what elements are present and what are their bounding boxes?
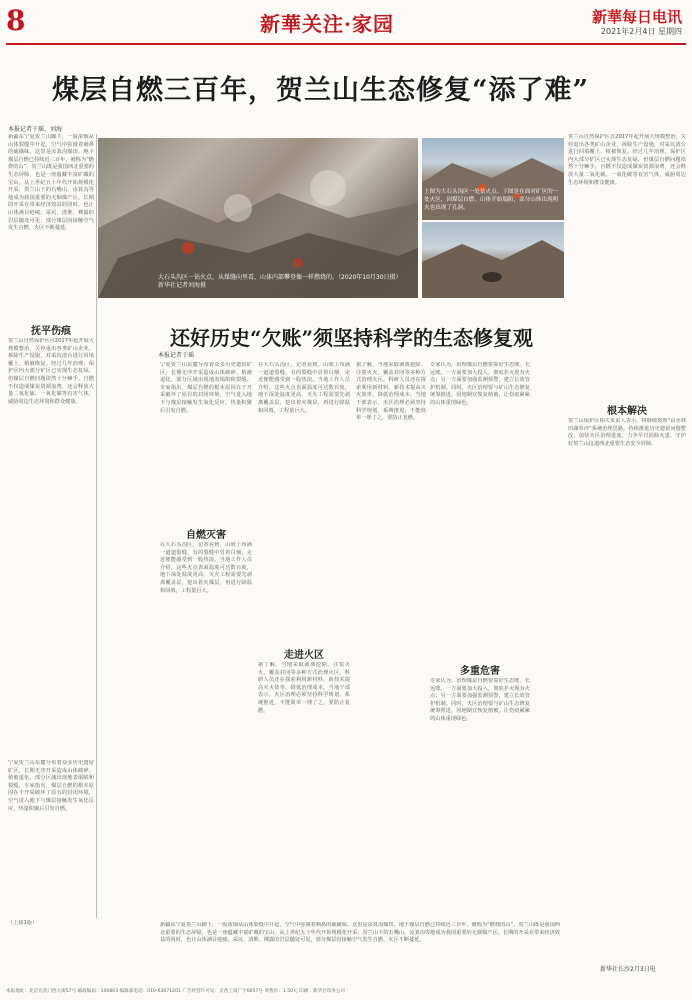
column-3-top: 在大石头沟区，记者看到，山坡上布满一道道裂缝，有的裂缝中冒着白烟，走近便能感受到一股热浪。当地工作人员介绍，这些火点表面温度可达数百度，地下深处温度更高。灭火工程需要先剥离覆盖层，挖出着火煤层，再进行降温和回填，工程量巨大。 bbox=[258, 362, 350, 414]
section-heading-5: 根本解决 bbox=[607, 406, 647, 417]
photo-coal-fire-left bbox=[98, 138, 418, 298]
header-rule bbox=[6, 43, 686, 45]
section-heading-4: 多重危害 bbox=[460, 666, 500, 677]
section-title: 新華关注·家园 bbox=[260, 12, 394, 36]
paper-name: 新華每日电讯 bbox=[591, 8, 682, 26]
byline-2: 本报记者于瑶 bbox=[158, 352, 195, 359]
column-6-body: 贺兰山保护区相关负责人表示，将继续按照“山水林田湖草沙”系统治理思路，持续推进历史遗留问题整改，加快火区治理进度，力争早日消除火患，守护好贺兰山这道西北重要生态安全屏障。 bbox=[568, 418, 686, 447]
page-header bbox=[0, 0, 692, 44]
column-6-top: 贺兰山自然保护区自2017年起开展大规模整治，关停退出各类矿山企业，拆除生产设施，对采坑渣台进行回填覆土、植被恢复。经过几年治理，保护区内大部分矿区已实现生态复绿，但煤层自燃问题依然十分棘手。自燃不仅造成煤炭资源浪费，还会释放大量二氧化硫、一氧化碳等有害气体，威胁周边生态环境和群众健康。 bbox=[568, 134, 686, 186]
section-heading-3: 走进火区 bbox=[284, 650, 324, 661]
photo-fire-area-bottom bbox=[422, 222, 564, 298]
dateline: 新华社长沙2月3日电 bbox=[600, 966, 656, 973]
column-5-body: 专家认为，治理煤层自燃要算好生态账、长远账。一方面要加大投入，彻底扑灭现有火点；另一方面要加强监测预警，建立长效管护机制。同时，火区治理要与矿山生态修复统筹推进，因地制宜恢复植被，让伤痕累累的山体重现绿色。 bbox=[430, 678, 530, 722]
page-number: 8 bbox=[6, 4, 26, 37]
section-heading-2: 自燃灭害 bbox=[186, 530, 226, 541]
issue-date: 2021年2月4日 星期四 bbox=[600, 27, 682, 36]
column-2-top: 宁夏贺兰山东麓分布着众多历史遗留矿区，长期无序开采造成山体破碎、植被退化，部分区域出现地表塌陷和裂缝。专家指出，煤层自燃的根本原因在于开采破坏了原有的封闭环境，空气进入地下与煤层接触发生氧化反应，热量积聚后引发自燃。 bbox=[160, 362, 252, 414]
column-1-bottom: 宁夏贺兰山东麓分布着众多历史遗留矿区，长期无序开采造成山体破碎、植被退化，部分区域出现地表塌陷和裂缝。专家指出，煤层自燃的根本原因在于开采破坏了原有的封闭环境，空气进入地下与煤层接触发生氧化反应，热量积聚后引发自燃。 bbox=[8, 760, 94, 812]
column-3-body: 据了解，当地采取剥离挖除、注浆灭火、覆盖封闭等多种方式治理火区。科研人员还在探索利用新材料、新技术提高灭火效率，降低治理成本。当地干部表示，火区治理必须坚持科学规划、系统推进，不能简单一埋了之，要防止复燃。 bbox=[258, 662, 350, 714]
column-divider bbox=[96, 134, 97, 918]
section-heading-1: 抚平伤痕 bbox=[31, 326, 71, 337]
column-5-top: 专家认为，治理煤层自燃要算好生态账、长远账。一方面要加大投入，彻底扑灭现有火点；另一方面要加强监测预警，建立长效管护机制。同时，火区治理要与矿山生态修复统筹推进，因地制宜恢复植被，让伤痕累累的山体重现绿色。 bbox=[430, 362, 530, 406]
caption-left: 大石头沟区一钻火点，从煤缝向里看，山体内部攀登像一样燃烧的。（2020年10月30日摄） 新华社记者刘海摄 bbox=[158, 274, 402, 289]
column-4: 据了解，当地采取剥离挖除、注浆灭火、覆盖封闭等多种方式治理火区。科研人员还在探索利用新材料、新技术提高灭火效率，降低治理成本。当地干部表示，火区治理必须坚持科学规划、系统推进，不能简单一埋了之，要防止复燃。 bbox=[356, 362, 426, 422]
continued-note: （上接1版） bbox=[8, 920, 38, 926]
headline: 煤层自燃三百年，贺兰山生态修复“添了难” bbox=[52, 75, 590, 106]
caption-right: 上图为大石头沟区一处钻火点。下图是在面对矿区的一处火区，因煤层自燃，山体开始塌陷，部分山体出现明火也出现了孔洞。 bbox=[424, 189, 559, 211]
column-1-top: 新疆东宁夏贺兰山脚下，一股浓烟从山体裂缝中升起，空气中弥漫着刺鼻的硫磺味。这里是汝箕沟煤田，地下煤层自燃已持续近三百年，被称为“燃烧的山”。贺兰山既是我国西北重要的生态屏障，也是一座蕴藏丰富矿藏的宝山。从上世纪五十年代开始规模化开采，贺兰山下的石嘴山、汝箕沟等地成为我国重要的无烟煤产区。长期的开采在带来经济效益的同时，也让山体满目疮痍。采坑、渣堆、裸露的岩层随处可见，部分煤层因接触空气发生自燃，火区不断蔓延。 bbox=[8, 134, 94, 232]
subheading: 还好历史“欠账”须坚持科学的生态修复观 bbox=[170, 326, 534, 350]
bottom-strip: 新疆东宁夏贺兰山脚下，一股浓烟从山体裂缝中升起，空气中弥漫着刺鼻的硫磺味。这里是汝箕沟煤田，地下煤层自燃已持续近三百年，被称为“燃烧的山”。贺兰山既是我国西北重要的生态屏障，也是一座蕴藏丰富矿藏的宝山。从上世纪五十年代开始规模化开采，贺兰山下的石嘴山、汝箕沟等地成为我国重要的无烟煤产区。长期的开采在带来经济效益的同时，也让山体满目疮痍。采坑、渣堆、裸露的岩层随处可见，部分煤层因接触空气发生自燃，火区不断蔓延。 bbox=[160, 922, 560, 944]
footer: 本报地址：北京宣武门西大街57号 邮政编码：100803 编辑部电话：010-63071201 广告经营许可证：京西工商广字0057号 零售价：1.50元 印刷：新华社印务公司 bbox=[6, 989, 346, 994]
byline: 本报记者于瑶、刘海 bbox=[8, 126, 63, 133]
column-2-body: 在大石头沟区，记者看到，山坡上布满一道道裂缝，有的裂缝中冒着白烟，走近便能感受到一股热浪。当地工作人员介绍，这些火点表面温度可达数百度，地下深处温度更高。灭火工程需要先剥离覆盖层，挖出着火煤层，再进行降温和回填，工程量巨大。 bbox=[160, 542, 252, 594]
column-1-body: 贺兰山自然保护区自2017年起开展大规模整治，关停退出各类矿山企业，拆除生产设施，对采坑渣台进行回填覆土、植被恢复。经过几年治理，保护区内大部分矿区已实现生态复绿，但煤层自燃问题依然十分棘手。自燃不仅造成煤炭资源浪费，还会释放大量二氧化硫、一氧化碳等有害气体，威胁周边生态环境和群众健康。 bbox=[8, 338, 94, 405]
